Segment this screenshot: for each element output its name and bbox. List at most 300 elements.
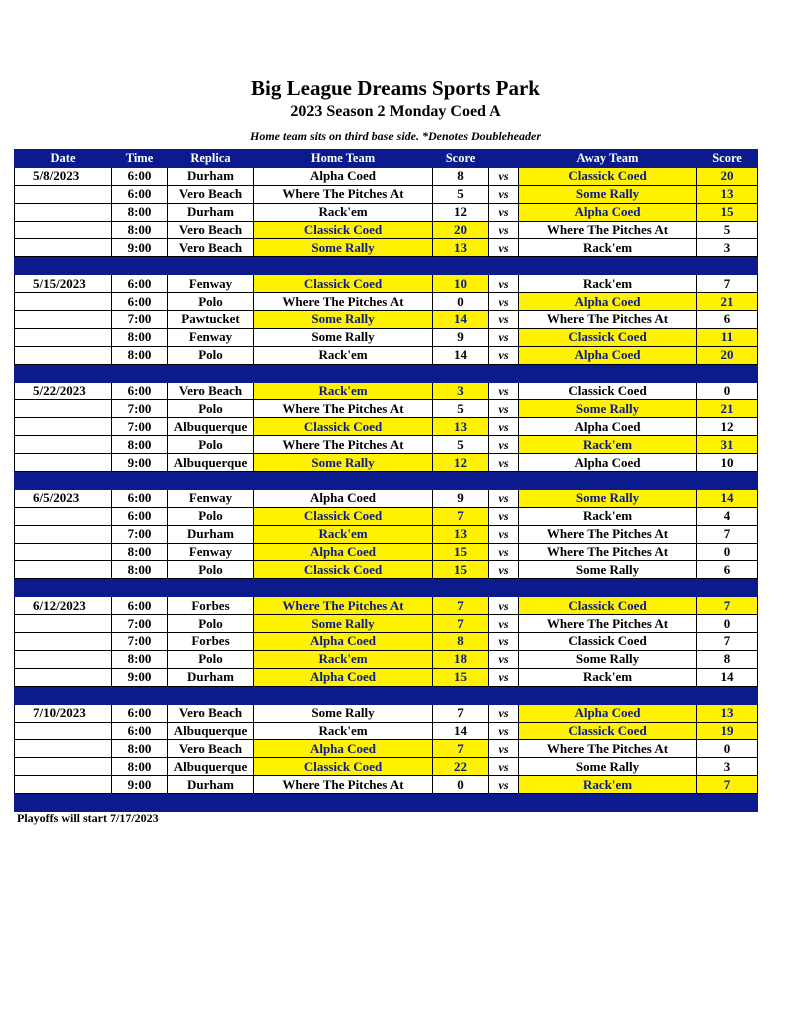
separator-cell bbox=[15, 364, 112, 382]
separator-cell bbox=[489, 472, 519, 490]
away-team: Alpha Coed bbox=[519, 203, 697, 221]
week-separator bbox=[15, 364, 758, 382]
col-header-replica: Replica bbox=[168, 150, 254, 168]
game-row bbox=[15, 382, 758, 400]
game-date bbox=[15, 668, 112, 686]
vs-label: vs bbox=[489, 328, 519, 346]
vs-label: vs bbox=[489, 293, 519, 311]
col-header-date: Date bbox=[15, 150, 112, 168]
away-team: Some Rally bbox=[519, 561, 697, 579]
game-row bbox=[15, 203, 758, 221]
away-score: 7 bbox=[697, 525, 758, 543]
away-team: Classick Coed bbox=[519, 382, 697, 400]
home-score: 14 bbox=[433, 722, 489, 740]
game-date: 6/12/2023 bbox=[15, 597, 112, 615]
game-field: Forbes bbox=[168, 633, 254, 651]
away-team: Where The Pitches At bbox=[519, 311, 697, 329]
week-separator bbox=[15, 472, 758, 490]
game-date bbox=[15, 722, 112, 740]
game-row bbox=[15, 167, 758, 185]
home-team: Alpha Coed bbox=[254, 489, 433, 507]
game-time: 8:00 bbox=[112, 758, 168, 776]
home-score: 3 bbox=[433, 382, 489, 400]
away-score: 21 bbox=[697, 400, 758, 418]
vs-label: vs bbox=[489, 311, 519, 329]
home-score: 12 bbox=[433, 454, 489, 472]
game-time: 7:00 bbox=[112, 615, 168, 633]
game-row bbox=[15, 722, 758, 740]
vs-label: vs bbox=[489, 650, 519, 668]
home-team: Classick Coed bbox=[254, 418, 433, 436]
separator-cell bbox=[489, 686, 519, 704]
game-time: 8:00 bbox=[112, 561, 168, 579]
separator-cell bbox=[519, 579, 697, 597]
game-date bbox=[15, 650, 112, 668]
away-team: Where The Pitches At bbox=[519, 525, 697, 543]
game-date bbox=[15, 507, 112, 525]
separator-cell bbox=[112, 472, 168, 490]
game-time: 9:00 bbox=[112, 454, 168, 472]
separator-cell bbox=[433, 257, 489, 275]
vs-label: vs bbox=[489, 400, 519, 418]
away-score: 21 bbox=[697, 293, 758, 311]
home-score: 13 bbox=[433, 239, 489, 257]
game-date: 5/15/2023 bbox=[15, 275, 112, 293]
away-team: Some Rally bbox=[519, 758, 697, 776]
away-team: Rack'em bbox=[519, 776, 697, 794]
separator-cell bbox=[697, 472, 758, 490]
game-date bbox=[15, 740, 112, 758]
away-score: 7 bbox=[697, 776, 758, 794]
vs-label: vs bbox=[489, 507, 519, 525]
game-time: 7:00 bbox=[112, 400, 168, 418]
game-date bbox=[15, 239, 112, 257]
home-team: Classick Coed bbox=[254, 221, 433, 239]
vs-label: vs bbox=[489, 489, 519, 507]
separator-cell bbox=[697, 364, 758, 382]
game-row bbox=[15, 507, 758, 525]
game-time: 9:00 bbox=[112, 668, 168, 686]
away-team: Classick Coed bbox=[519, 328, 697, 346]
away-team: Some Rally bbox=[519, 489, 697, 507]
home-score: 5 bbox=[433, 436, 489, 454]
home-team: Alpha Coed bbox=[254, 543, 433, 561]
away-score: 7 bbox=[697, 633, 758, 651]
separator-cell bbox=[519, 257, 697, 275]
home-team: Alpha Coed bbox=[254, 740, 433, 758]
home-team: Where The Pitches At bbox=[254, 597, 433, 615]
playoffs-note: Playoffs will start 7/17/2023 bbox=[17, 811, 159, 825]
separator-cell bbox=[697, 579, 758, 597]
away-team: Rack'em bbox=[519, 436, 697, 454]
game-time: 8:00 bbox=[112, 436, 168, 454]
home-score: 10 bbox=[433, 275, 489, 293]
away-team: Alpha Coed bbox=[519, 346, 697, 364]
game-time: 6:00 bbox=[112, 293, 168, 311]
home-team: Some Rally bbox=[254, 704, 433, 722]
home-team: Some Rally bbox=[254, 311, 433, 329]
home-score: 9 bbox=[433, 328, 489, 346]
away-team: Rack'em bbox=[519, 668, 697, 686]
separator-cell bbox=[519, 686, 697, 704]
game-field: Polo bbox=[168, 650, 254, 668]
separator-cell bbox=[112, 579, 168, 597]
vs-label: vs bbox=[489, 525, 519, 543]
separator-cell bbox=[254, 579, 433, 597]
game-row bbox=[15, 311, 758, 329]
game-field: Polo bbox=[168, 293, 254, 311]
away-score: 3 bbox=[697, 239, 758, 257]
home-score: 7 bbox=[433, 507, 489, 525]
away-team: Alpha Coed bbox=[519, 418, 697, 436]
separator-cell bbox=[489, 794, 519, 812]
separator-cell bbox=[168, 364, 254, 382]
away-score: 8 bbox=[697, 650, 758, 668]
vs-label: vs bbox=[489, 275, 519, 293]
game-date: 6/5/2023 bbox=[15, 489, 112, 507]
game-field: Fenway bbox=[168, 489, 254, 507]
separator-cell bbox=[15, 472, 112, 490]
separator-cell bbox=[254, 257, 433, 275]
game-row bbox=[15, 650, 758, 668]
game-row bbox=[15, 239, 758, 257]
game-field: Albuquerque bbox=[168, 758, 254, 776]
home-score: 5 bbox=[433, 400, 489, 418]
game-date bbox=[15, 293, 112, 311]
home-score: 15 bbox=[433, 668, 489, 686]
vs-label: vs bbox=[489, 418, 519, 436]
home-team: Where The Pitches At bbox=[254, 436, 433, 454]
game-field: Vero Beach bbox=[168, 221, 254, 239]
away-score: 10 bbox=[697, 454, 758, 472]
away-team: Where The Pitches At bbox=[519, 615, 697, 633]
away-team: Classick Coed bbox=[519, 167, 697, 185]
away-score: 14 bbox=[697, 668, 758, 686]
separator-cell bbox=[112, 794, 168, 812]
game-time: 6:00 bbox=[112, 704, 168, 722]
away-team: Some Rally bbox=[519, 185, 697, 203]
game-date bbox=[15, 615, 112, 633]
game-row bbox=[15, 633, 758, 651]
home-score: 18 bbox=[433, 650, 489, 668]
game-field: Polo bbox=[168, 507, 254, 525]
home-score: 0 bbox=[433, 293, 489, 311]
away-score: 5 bbox=[697, 221, 758, 239]
col-header-time: Time bbox=[112, 150, 168, 168]
home-score: 13 bbox=[433, 525, 489, 543]
home-score: 22 bbox=[433, 758, 489, 776]
game-time: 9:00 bbox=[112, 239, 168, 257]
game-row bbox=[15, 740, 758, 758]
home-score: 14 bbox=[433, 346, 489, 364]
away-team: Where The Pitches At bbox=[519, 221, 697, 239]
game-row bbox=[15, 185, 758, 203]
game-field: Forbes bbox=[168, 597, 254, 615]
separator-cell bbox=[168, 579, 254, 597]
vs-label: vs bbox=[489, 436, 519, 454]
home-score: 7 bbox=[433, 615, 489, 633]
separator-cell bbox=[519, 472, 697, 490]
game-row bbox=[15, 489, 758, 507]
away-score: 0 bbox=[697, 740, 758, 758]
game-date bbox=[15, 203, 112, 221]
schedule-table bbox=[14, 149, 758, 812]
separator-cell bbox=[489, 579, 519, 597]
game-time: 8:00 bbox=[112, 346, 168, 364]
away-score: 3 bbox=[697, 758, 758, 776]
away-score: 0 bbox=[697, 382, 758, 400]
away-score: 31 bbox=[697, 436, 758, 454]
game-date bbox=[15, 400, 112, 418]
game-field: Pawtucket bbox=[168, 311, 254, 329]
page-subtitle: 2023 Season 2 Monday Coed A bbox=[290, 103, 501, 120]
away-score: 13 bbox=[697, 185, 758, 203]
separator-cell bbox=[519, 364, 697, 382]
game-field: Durham bbox=[168, 668, 254, 686]
home-score: 7 bbox=[433, 597, 489, 615]
game-date bbox=[15, 346, 112, 364]
home-team: Some Rally bbox=[254, 328, 433, 346]
game-date bbox=[15, 543, 112, 561]
away-team: Alpha Coed bbox=[519, 293, 697, 311]
away-score: 0 bbox=[697, 543, 758, 561]
away-team: Rack'em bbox=[519, 507, 697, 525]
away-score: 13 bbox=[697, 704, 758, 722]
separator-cell bbox=[112, 364, 168, 382]
away-score: 0 bbox=[697, 615, 758, 633]
vs-label: vs bbox=[489, 454, 519, 472]
game-field: Vero Beach bbox=[168, 704, 254, 722]
away-score: 7 bbox=[697, 597, 758, 615]
game-row bbox=[15, 400, 758, 418]
separator-cell bbox=[15, 579, 112, 597]
game-row bbox=[15, 328, 758, 346]
separator-cell bbox=[168, 794, 254, 812]
game-date bbox=[15, 436, 112, 454]
home-score: 15 bbox=[433, 561, 489, 579]
game-row bbox=[15, 776, 758, 794]
away-score: 6 bbox=[697, 561, 758, 579]
game-time: 7:00 bbox=[112, 311, 168, 329]
col-header-home-team: Home Team bbox=[254, 150, 433, 168]
away-score: 4 bbox=[697, 507, 758, 525]
away-score: 20 bbox=[697, 167, 758, 185]
home-team: Alpha Coed bbox=[254, 167, 433, 185]
game-date bbox=[15, 525, 112, 543]
game-time: 6:00 bbox=[112, 722, 168, 740]
game-row bbox=[15, 293, 758, 311]
vs-label: vs bbox=[489, 776, 519, 794]
vs-label: vs bbox=[489, 543, 519, 561]
game-field: Durham bbox=[168, 167, 254, 185]
home-team: Rack'em bbox=[254, 650, 433, 668]
game-row bbox=[15, 436, 758, 454]
separator-cell bbox=[433, 686, 489, 704]
away-team: Where The Pitches At bbox=[519, 740, 697, 758]
game-row bbox=[15, 275, 758, 293]
home-team: Classick Coed bbox=[254, 561, 433, 579]
game-row bbox=[15, 704, 758, 722]
home-team: Rack'em bbox=[254, 722, 433, 740]
separator-cell bbox=[697, 794, 758, 812]
home-team: Where The Pitches At bbox=[254, 776, 433, 794]
separator-cell bbox=[489, 364, 519, 382]
game-date: 5/8/2023 bbox=[15, 167, 112, 185]
game-date bbox=[15, 561, 112, 579]
game-row bbox=[15, 454, 758, 472]
game-time: 8:00 bbox=[112, 543, 168, 561]
home-team: Where The Pitches At bbox=[254, 185, 433, 203]
game-time: 8:00 bbox=[112, 650, 168, 668]
game-row bbox=[15, 525, 758, 543]
vs-label: vs bbox=[489, 597, 519, 615]
schedule-body bbox=[15, 167, 758, 811]
vs-label: vs bbox=[489, 740, 519, 758]
separator-cell bbox=[112, 257, 168, 275]
game-time: 6:00 bbox=[112, 275, 168, 293]
home-score: 0 bbox=[433, 776, 489, 794]
home-score: 9 bbox=[433, 489, 489, 507]
vs-label: vs bbox=[489, 346, 519, 364]
away-team: Where The Pitches At bbox=[519, 543, 697, 561]
game-time: 6:00 bbox=[112, 382, 168, 400]
week-separator bbox=[15, 794, 758, 812]
home-score: 7 bbox=[433, 740, 489, 758]
away-team: Alpha Coed bbox=[519, 704, 697, 722]
separator-cell bbox=[15, 686, 112, 704]
home-team: Alpha Coed bbox=[254, 633, 433, 651]
week-separator bbox=[15, 579, 758, 597]
separator-cell bbox=[112, 686, 168, 704]
game-row bbox=[15, 597, 758, 615]
game-field: Fenway bbox=[168, 328, 254, 346]
game-time: 6:00 bbox=[112, 167, 168, 185]
away-team: Rack'em bbox=[519, 239, 697, 257]
separator-cell bbox=[433, 579, 489, 597]
game-time: 8:00 bbox=[112, 740, 168, 758]
away-team: Some Rally bbox=[519, 400, 697, 418]
home-team: Rack'em bbox=[254, 203, 433, 221]
col-header-away-team: Away Team bbox=[519, 150, 697, 168]
home-team: Some Rally bbox=[254, 239, 433, 257]
away-team: Some Rally bbox=[519, 650, 697, 668]
away-score: 19 bbox=[697, 722, 758, 740]
away-score: 11 bbox=[697, 328, 758, 346]
game-time: 8:00 bbox=[112, 221, 168, 239]
game-date: 7/10/2023 bbox=[15, 704, 112, 722]
home-score: 15 bbox=[433, 543, 489, 561]
home-team: Where The Pitches At bbox=[254, 293, 433, 311]
game-date bbox=[15, 185, 112, 203]
col-header-vs bbox=[489, 150, 519, 168]
home-score: 13 bbox=[433, 418, 489, 436]
separator-cell bbox=[254, 794, 433, 812]
game-time: 8:00 bbox=[112, 328, 168, 346]
vs-label: vs bbox=[489, 668, 519, 686]
game-date bbox=[15, 221, 112, 239]
home-team: Alpha Coed bbox=[254, 668, 433, 686]
home-score: 8 bbox=[433, 633, 489, 651]
home-team: Classick Coed bbox=[254, 507, 433, 525]
game-field: Durham bbox=[168, 776, 254, 794]
separator-cell bbox=[519, 794, 697, 812]
game-row bbox=[15, 668, 758, 686]
home-team: Some Rally bbox=[254, 615, 433, 633]
game-date bbox=[15, 418, 112, 436]
away-team: Classick Coed bbox=[519, 597, 697, 615]
game-field: Polo bbox=[168, 561, 254, 579]
vs-label: vs bbox=[489, 239, 519, 257]
game-field: Albuquerque bbox=[168, 454, 254, 472]
home-team: Classick Coed bbox=[254, 275, 433, 293]
vs-label: vs bbox=[489, 561, 519, 579]
game-field: Fenway bbox=[168, 275, 254, 293]
separator-cell bbox=[15, 794, 112, 812]
home-team: Some Rally bbox=[254, 454, 433, 472]
game-field: Polo bbox=[168, 400, 254, 418]
away-score: 14 bbox=[697, 489, 758, 507]
game-field: Durham bbox=[168, 203, 254, 221]
week-separator bbox=[15, 257, 758, 275]
game-field: Fenway bbox=[168, 543, 254, 561]
game-field: Vero Beach bbox=[168, 740, 254, 758]
vs-label: vs bbox=[489, 221, 519, 239]
game-field: Polo bbox=[168, 615, 254, 633]
game-time: 8:00 bbox=[112, 203, 168, 221]
game-row bbox=[15, 561, 758, 579]
home-score: 12 bbox=[433, 203, 489, 221]
game-date bbox=[15, 633, 112, 651]
game-field: Vero Beach bbox=[168, 185, 254, 203]
page-title: Big League Dreams Sports Park bbox=[251, 76, 540, 100]
home-score: 14 bbox=[433, 311, 489, 329]
game-date bbox=[15, 311, 112, 329]
separator-cell bbox=[697, 686, 758, 704]
game-date bbox=[15, 776, 112, 794]
home-team: Rack'em bbox=[254, 346, 433, 364]
home-score: 5 bbox=[433, 185, 489, 203]
week-separator bbox=[15, 686, 758, 704]
game-time: 7:00 bbox=[112, 525, 168, 543]
game-field: Polo bbox=[168, 436, 254, 454]
away-score: 20 bbox=[697, 346, 758, 364]
home-team: Where The Pitches At bbox=[254, 400, 433, 418]
game-time: 7:00 bbox=[112, 418, 168, 436]
table-header-row bbox=[15, 150, 758, 168]
col-header-home-score: Score bbox=[433, 150, 489, 168]
separator-cell bbox=[433, 472, 489, 490]
game-field: Durham bbox=[168, 525, 254, 543]
game-time: 6:00 bbox=[112, 489, 168, 507]
vs-label: vs bbox=[489, 722, 519, 740]
away-score: 7 bbox=[697, 275, 758, 293]
separator-cell bbox=[254, 686, 433, 704]
separator-cell bbox=[433, 364, 489, 382]
game-row bbox=[15, 615, 758, 633]
game-field: Vero Beach bbox=[168, 382, 254, 400]
game-field: Albuquerque bbox=[168, 722, 254, 740]
home-score: 7 bbox=[433, 704, 489, 722]
game-field: Polo bbox=[168, 346, 254, 364]
separator-cell bbox=[15, 257, 112, 275]
away-score: 12 bbox=[697, 418, 758, 436]
away-team: Alpha Coed bbox=[519, 454, 697, 472]
game-row bbox=[15, 418, 758, 436]
game-date bbox=[15, 758, 112, 776]
separator-cell bbox=[489, 257, 519, 275]
game-date: 5/22/2023 bbox=[15, 382, 112, 400]
away-team: Classick Coed bbox=[519, 722, 697, 740]
